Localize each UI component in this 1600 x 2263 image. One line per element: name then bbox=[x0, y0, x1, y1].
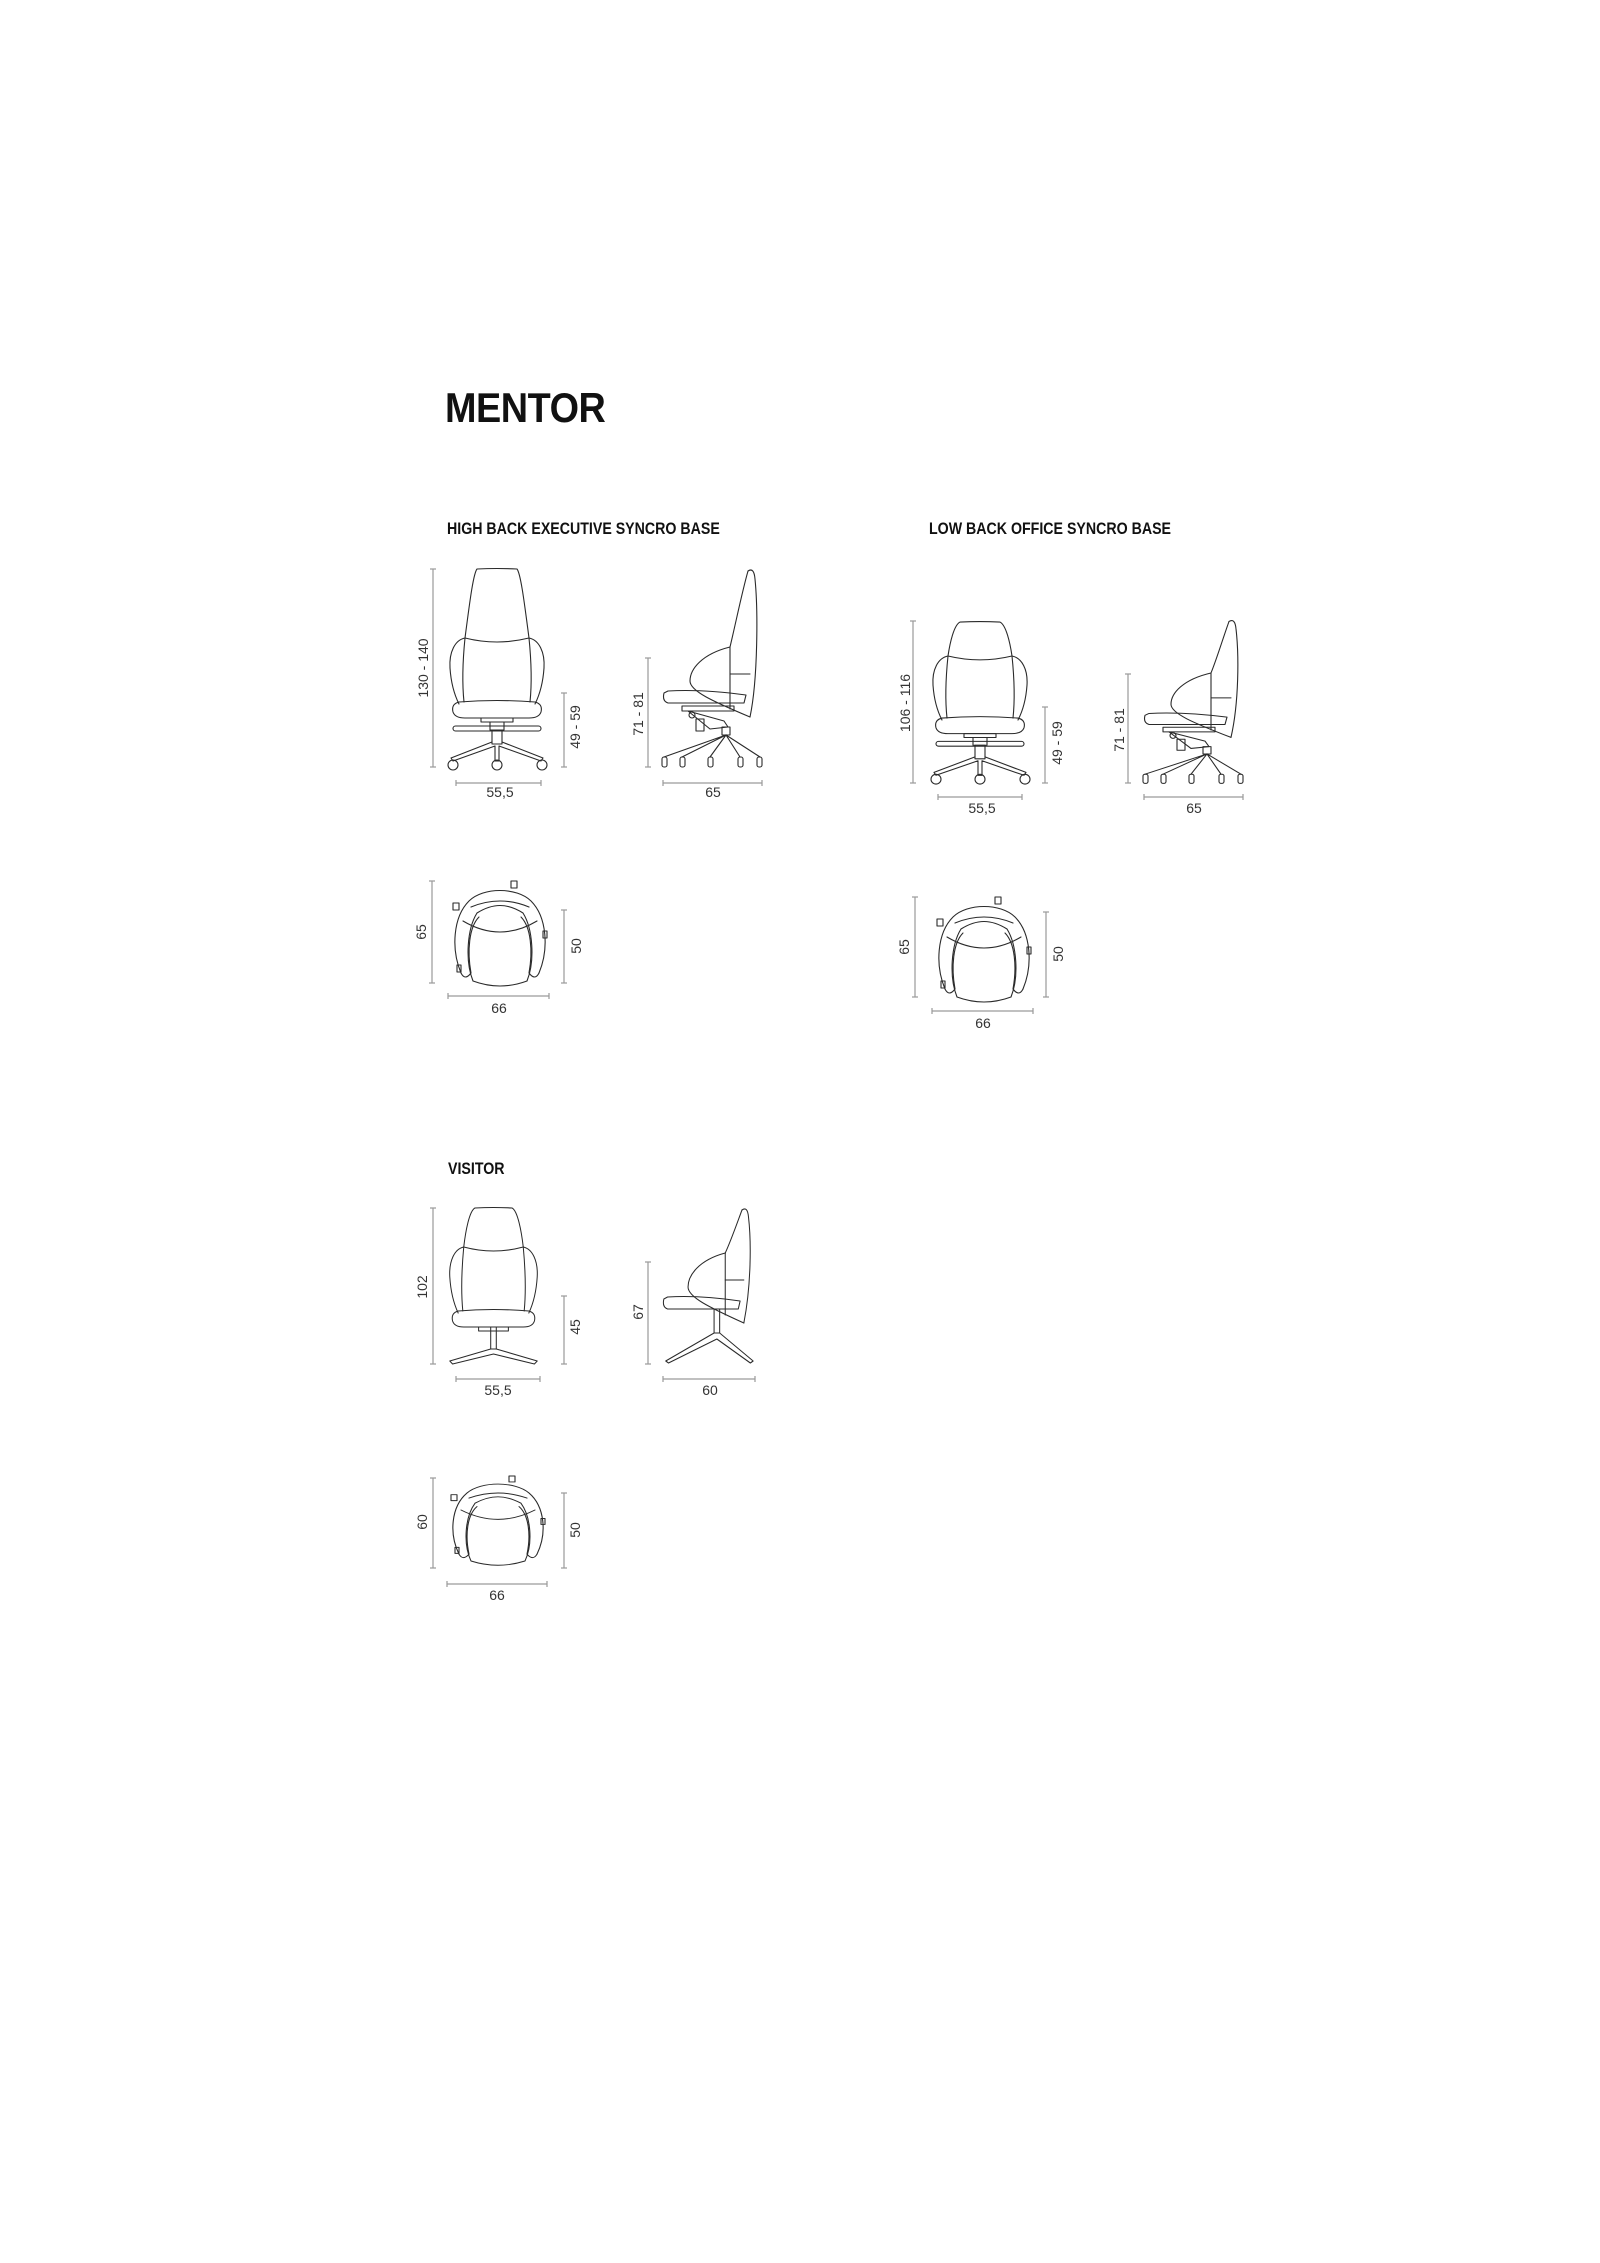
dim-label-width: 55,5 bbox=[968, 800, 996, 816]
high-back-side-view bbox=[662, 570, 762, 767]
dim-label-seat-depth: 50 bbox=[567, 1522, 583, 1538]
dim-label-arm-height: 71 - 81 bbox=[630, 692, 646, 736]
dim-label-seat-height: 49 - 59 bbox=[1049, 721, 1065, 765]
dim-label-depth: 65 bbox=[705, 784, 721, 800]
low-back-front-view bbox=[931, 622, 1030, 784]
dim-label-top-depth: 65 bbox=[896, 939, 912, 955]
page-title: MENTOR bbox=[445, 384, 606, 431]
low-back-top-view bbox=[937, 897, 1031, 1002]
high-back-top-view bbox=[453, 881, 547, 986]
dim-label-height: 102 bbox=[414, 1275, 430, 1299]
dim-label-top-depth: 60 bbox=[414, 1514, 430, 1530]
visitor-side-view bbox=[663, 1209, 753, 1363]
dim-label-arm-height: 71 - 81 bbox=[1111, 708, 1127, 752]
dim-label-depth: 65 bbox=[1186, 800, 1202, 816]
dim-label-depth: 60 bbox=[702, 1382, 718, 1398]
section-heading-visitor: VISITOR bbox=[448, 1160, 505, 1178]
dim-label-top-width: 66 bbox=[975, 1015, 991, 1031]
dim-label-seat-height: 45 bbox=[567, 1319, 583, 1335]
high-back-front-view bbox=[448, 569, 547, 771]
dim-label-width: 55,5 bbox=[486, 784, 514, 800]
dim-label-arm-height: 67 bbox=[630, 1304, 646, 1320]
dim-label-top-width: 66 bbox=[489, 1587, 505, 1603]
dim-label-top-depth: 65 bbox=[413, 924, 429, 940]
dim-label-seat-depth: 50 bbox=[568, 938, 584, 954]
dim-label-height: 106 - 116 bbox=[897, 673, 913, 733]
visitor-top-view bbox=[451, 1476, 545, 1565]
visitor-front-view bbox=[450, 1208, 538, 1365]
dim-label-seat-height: 49 - 59 bbox=[567, 705, 583, 749]
low-back-side-view bbox=[1143, 621, 1243, 784]
section-heading-low-back: LOW BACK OFFICE SYNCRO BASE bbox=[929, 520, 1172, 538]
section-heading-high-back: HIGH BACK EXECUTIVE SYNCRO BASE bbox=[447, 520, 720, 538]
dim-label-top-width: 66 bbox=[491, 1000, 507, 1016]
dim-label-width: 55,5 bbox=[484, 1382, 512, 1398]
dim-label-seat-depth: 50 bbox=[1050, 946, 1066, 962]
dim-label-height: 130 - 140 bbox=[415, 638, 431, 698]
